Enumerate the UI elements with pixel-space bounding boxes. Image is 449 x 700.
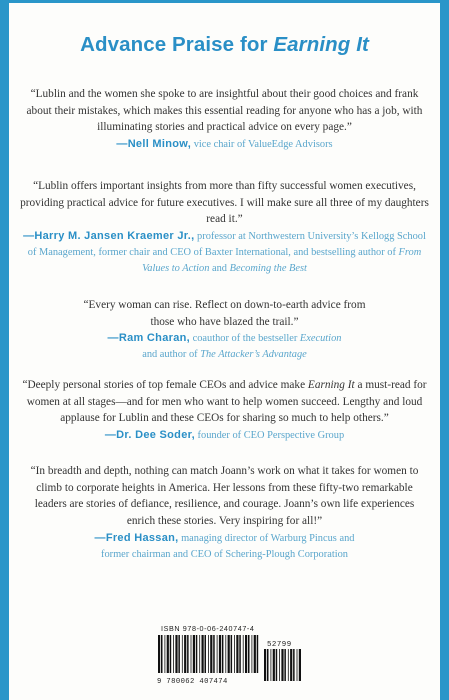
barcode-bar <box>193 635 195 673</box>
barcode-bar <box>288 649 289 681</box>
attribution-book: Becoming the Best <box>229 263 307 275</box>
barcode-bar <box>257 635 259 673</box>
barcode-bar <box>167 635 169 673</box>
attribution-name: —Dr. Dee Soder, <box>104 429 195 442</box>
attribution-name: —Fred Hassan, <box>94 531 179 544</box>
barcode-bar <box>225 635 226 673</box>
barcode-bar <box>254 635 256 673</box>
barcode-bar <box>187 635 189 673</box>
barcode-bar <box>271 649 272 681</box>
blurb-kraemer <box>20 178 429 277</box>
barcode-bar <box>243 635 244 673</box>
barcode-codes <box>157 635 307 686</box>
title-prefix: Advance Praise for <box>80 33 274 56</box>
barcode-bar <box>228 635 230 673</box>
barcode-bar <box>210 635 212 673</box>
price-code: 52799 <box>267 641 292 649</box>
barcode-bar <box>281 649 283 681</box>
attribution-name: —Ram Charan, <box>107 332 190 345</box>
barcode-bar <box>248 635 250 673</box>
barcode-bar <box>184 635 186 673</box>
barcode-bar <box>158 635 160 673</box>
barcode-bar <box>217 635 218 673</box>
barcode-bar <box>161 635 163 673</box>
barcode-bar <box>273 649 275 681</box>
barcode-bar <box>178 635 180 673</box>
barcode-block <box>157 624 307 686</box>
blurb-quote: “In breadth and depth, nothing can match Joann’s work on what it takes for women to climb to corporate heights in America. Her lessons from these fifty-two remarkable leaders are stories of defiance, resilience, and courage. Joann’s own life experiences enrich these stories. Very inspiring for all!” <box>30 465 419 528</box>
blurb-soder <box>20 377 429 444</box>
attribution-role: professor at Northwestern University’s Kellogg School of Management, former chair and CEO of Baxter International, and bestselling author of <box>27 231 426 259</box>
barcode-bar <box>165 635 166 673</box>
title-book: Earning It <box>273 33 369 56</box>
barcode-bar <box>191 635 192 673</box>
barcode-bar <box>234 635 235 673</box>
barcode-bar <box>219 635 221 673</box>
quote-part: a must-read for women at all stages—and for men who want to help women succeed. Lengthy and loud applause for Lublin and these CEOs for sharing so much to help others.” <box>26 379 427 425</box>
attribution-role: managing director of Warburg Pincus and former chairman and CEO of Schering-Plough Corporation <box>100 532 355 560</box>
blurb-hassan <box>20 463 429 563</box>
barcode-bar <box>202 635 204 673</box>
barcode-bar <box>239 635 241 673</box>
barcode-bar <box>199 635 200 673</box>
attribution-book: From Values to Action <box>142 247 422 275</box>
attribution-book: The Attacker’s Advantage <box>200 349 307 361</box>
barcode-bar <box>205 635 207 673</box>
ean-barcode-bars <box>157 635 259 673</box>
quote-book: Earning It <box>307 379 355 391</box>
barcode-bar <box>279 649 280 681</box>
barcode-bar <box>196 635 198 673</box>
barcode-bar <box>299 649 301 681</box>
attribution-role: vice chair of ValueEdge Advisors <box>191 139 333 151</box>
blurb-minow <box>20 86 429 153</box>
blurb-attribution <box>80 330 369 363</box>
blurb-charan <box>80 297 369 363</box>
barcode-bar <box>276 649 278 681</box>
barcode-bar <box>267 649 269 681</box>
attribution-role: coauthor of the bestseller <box>189 333 300 345</box>
price-barcode-bars <box>263 649 303 681</box>
barcode-bar <box>222 635 224 673</box>
ean-barcode <box>157 635 259 686</box>
barcode-bar <box>175 635 177 673</box>
quote-part: “Deeply personal stories of top female CEOs and advice make <box>22 379 308 391</box>
blurb-attribution <box>20 136 429 153</box>
left-border <box>0 0 9 700</box>
barcode-bar <box>231 635 233 673</box>
attribution-role-2: and author of <box>142 349 201 361</box>
barcode-bar <box>245 635 247 673</box>
attribution-role: founder of CEO Perspective Group <box>194 430 345 442</box>
attribution-name: —Harry M. Jansen Kraemer Jr., <box>23 230 195 243</box>
barcode-bar <box>173 635 174 673</box>
attribution-book: Execution <box>299 333 342 345</box>
barcode-bar <box>264 649 266 681</box>
blurb-quote: “Lublin and the women she spoke to are insightful about their good choices and frank about their mistakes, which makes this essential reading for anyone who has a job, with illuminating stories and practical advice on every page.” <box>26 88 423 134</box>
blurb-attribution <box>20 228 429 277</box>
top-border <box>0 0 449 3</box>
barcode-bar <box>182 635 183 673</box>
blurb-attribution <box>20 530 429 563</box>
isbn-label: ISBN 978-0-06-240747-4 <box>161 624 255 633</box>
blurb-quote: “Every woman can rise. Reflect on down-to-earth advice from those who have blazed the trail.” <box>83 299 366 328</box>
page-title <box>0 33 449 57</box>
barcode-bar <box>284 649 286 681</box>
blurb-attribution <box>20 427 429 444</box>
attribution-name: —Nell Minow, <box>116 138 192 151</box>
barcode-bar <box>293 649 295 681</box>
barcode-bar <box>236 635 238 673</box>
ean-digits: 9 780062 407474 <box>157 678 228 686</box>
blurb-quote: “Lublin offers important insights from more than fifty successful women executives, providing practical advice for future executives. I will make sure all three of my daughters read it.” <box>20 180 429 226</box>
barcode-bar <box>252 635 253 673</box>
blurb-quote <box>20 377 429 427</box>
barcode-bar <box>290 649 292 681</box>
attribution-between: and <box>209 263 230 275</box>
barcode-bar <box>208 635 209 673</box>
barcode-bar <box>170 635 172 673</box>
right-border <box>440 0 449 700</box>
barcode-bar <box>213 635 215 673</box>
barcode-bar <box>297 649 298 681</box>
price-barcode <box>263 641 303 686</box>
